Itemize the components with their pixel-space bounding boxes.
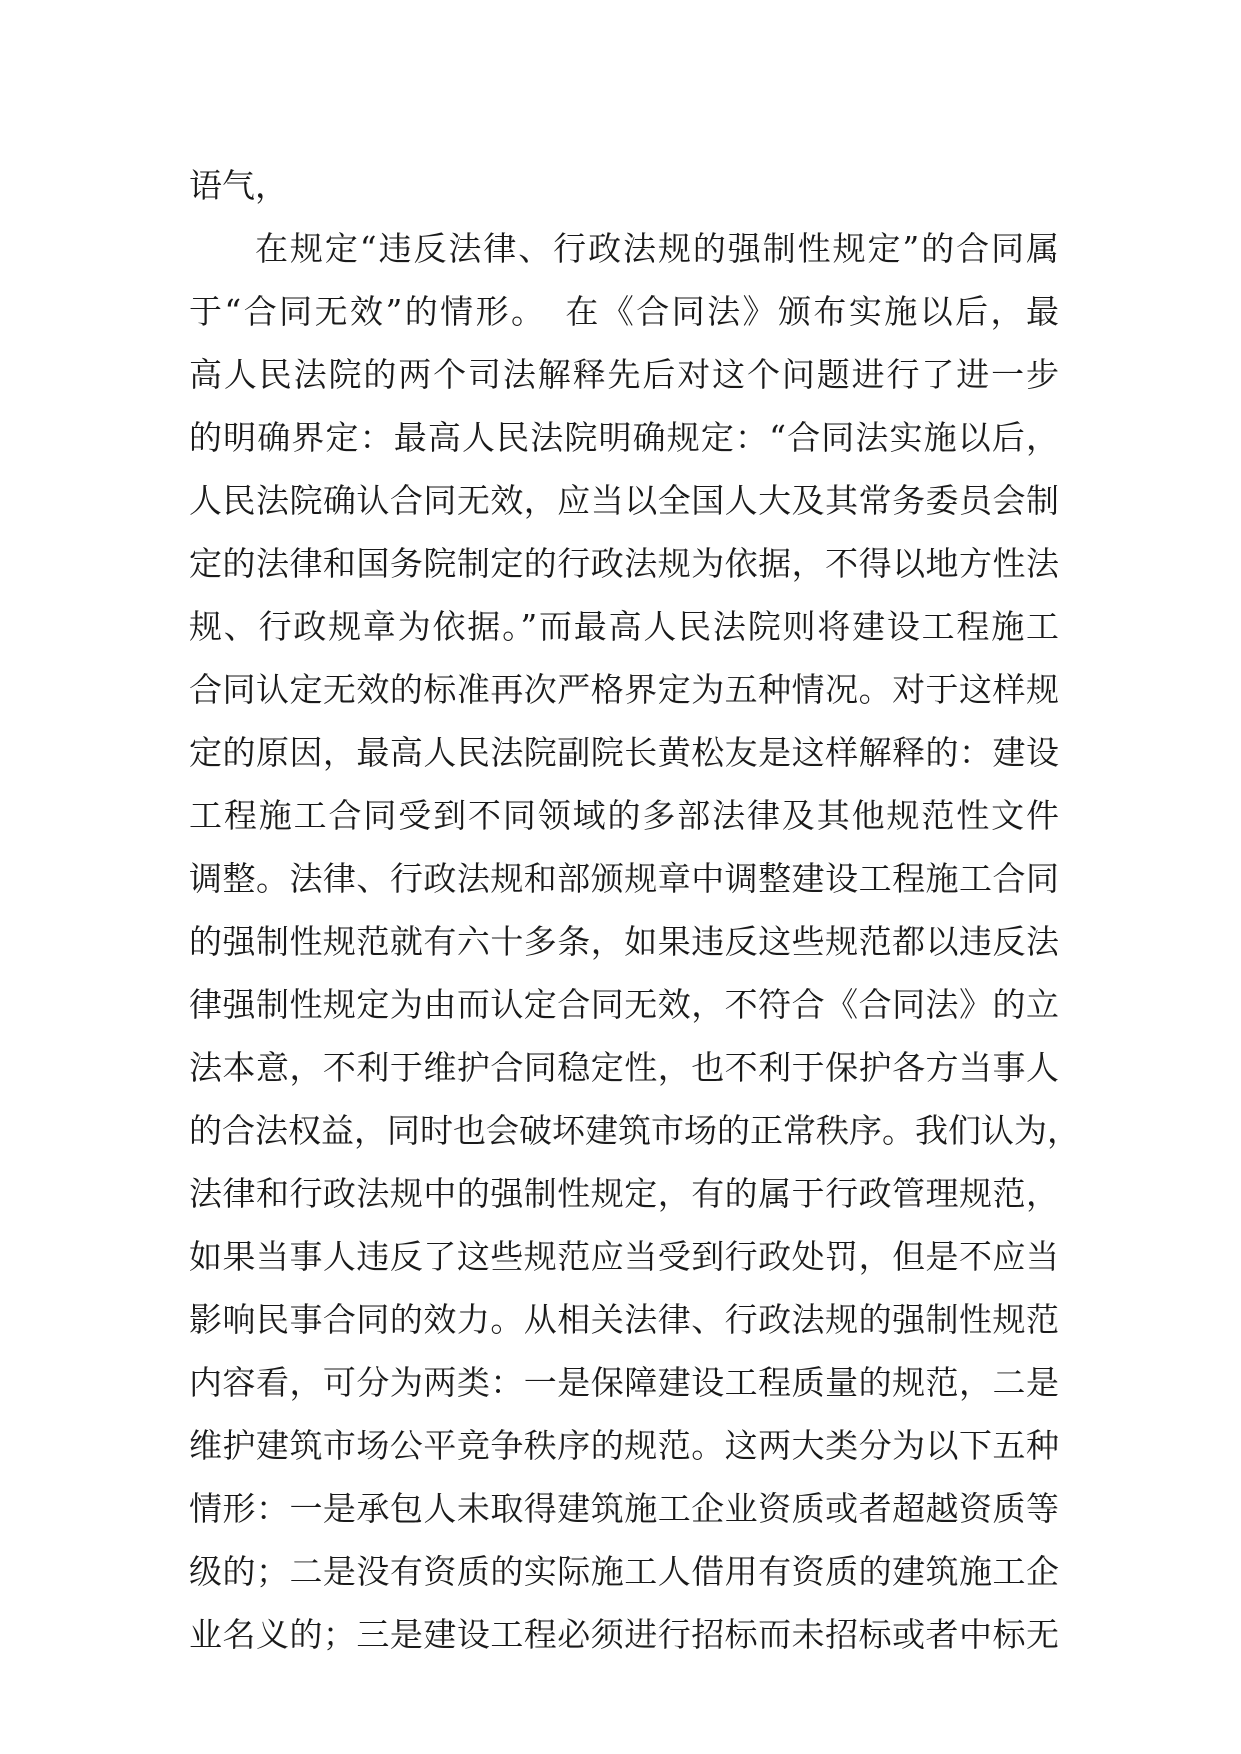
- paragraph-start-line: 在规定“违反法律、行政法规的强制性规定”的合同属: [255, 229, 1059, 268]
- text-line: 级的；二是没有资质的实际施工人借用有资质的建筑施工企: [189, 1552, 1059, 1591]
- body-text: [189, 154, 1080, 1666]
- text-line: 情形：一是承包人未取得建筑施工企业资质或者超越资质等: [189, 1489, 1059, 1528]
- text-line: 内容看，可分为两类：一是保障建设工程质量的规范，二是: [189, 1363, 1059, 1402]
- text-line: 调整。法律、行政法规和部颁规章中调整建设工程施工合同: [189, 859, 1059, 898]
- text-line: 律强制性规定为由而认定合同无效，不符合《合同法》的立: [189, 985, 1059, 1024]
- text-line: 合同认定无效的标准再次严格界定为五种情况。对于这样规: [189, 670, 1059, 709]
- text-line: 的合法权益，同时也会破坏建筑市场的正常秩序。我们认为，: [189, 1111, 1080, 1150]
- text-line: 工程施工合同受到不同领域的多部法律及其他规范性文件: [189, 796, 1059, 835]
- text-line: 维护建筑市场公平竞争秩序的规范。这两大类分为以下五种: [189, 1426, 1059, 1465]
- text-line: 的明确界定：最高人民法院明确规定：“合同法实施以后，: [189, 418, 1059, 457]
- text-line: 于“合同无效”的情形。 在《合同法》颁布实施以后，最: [189, 292, 1059, 331]
- text-line: 法本意，不利于维护合同稳定性，也不利于保护各方当事人: [189, 1048, 1059, 1087]
- text-line: 的强制性规范就有六十多条，如果违反这些规范都以违反法: [189, 922, 1059, 961]
- text-line: 影响民事合同的效力。从相关法律、行政法规的强制性规范: [189, 1300, 1059, 1339]
- text-line: 定的原因，最高人民法院副院长黄松友是这样解释的：建设: [189, 733, 1059, 772]
- text-line: 规、行政规章为依据。”而最高人民法院则将建设工程施工: [189, 607, 1059, 646]
- text-line: 人民法院确认合同无效，应当以全国人大及其常务委员会制: [189, 481, 1059, 520]
- text-line: 法律和行政法规中的强制性规定，有的属于行政管理规范，: [189, 1174, 1059, 1213]
- text-line: 如果当事人违反了这些规范应当受到行政处罚，但是不应当: [189, 1237, 1059, 1276]
- text-line: 高人民法院的两个司法解释先后对这个问题进行了进一步: [189, 355, 1059, 394]
- text-line: 语气，: [189, 166, 288, 205]
- text-line: 业名义的；三是建设工程必须进行招标而未招标或者中标无: [189, 1615, 1059, 1654]
- text-line: 定的法律和国务院制定的行政法规为依据，不得以地方性法: [189, 544, 1059, 583]
